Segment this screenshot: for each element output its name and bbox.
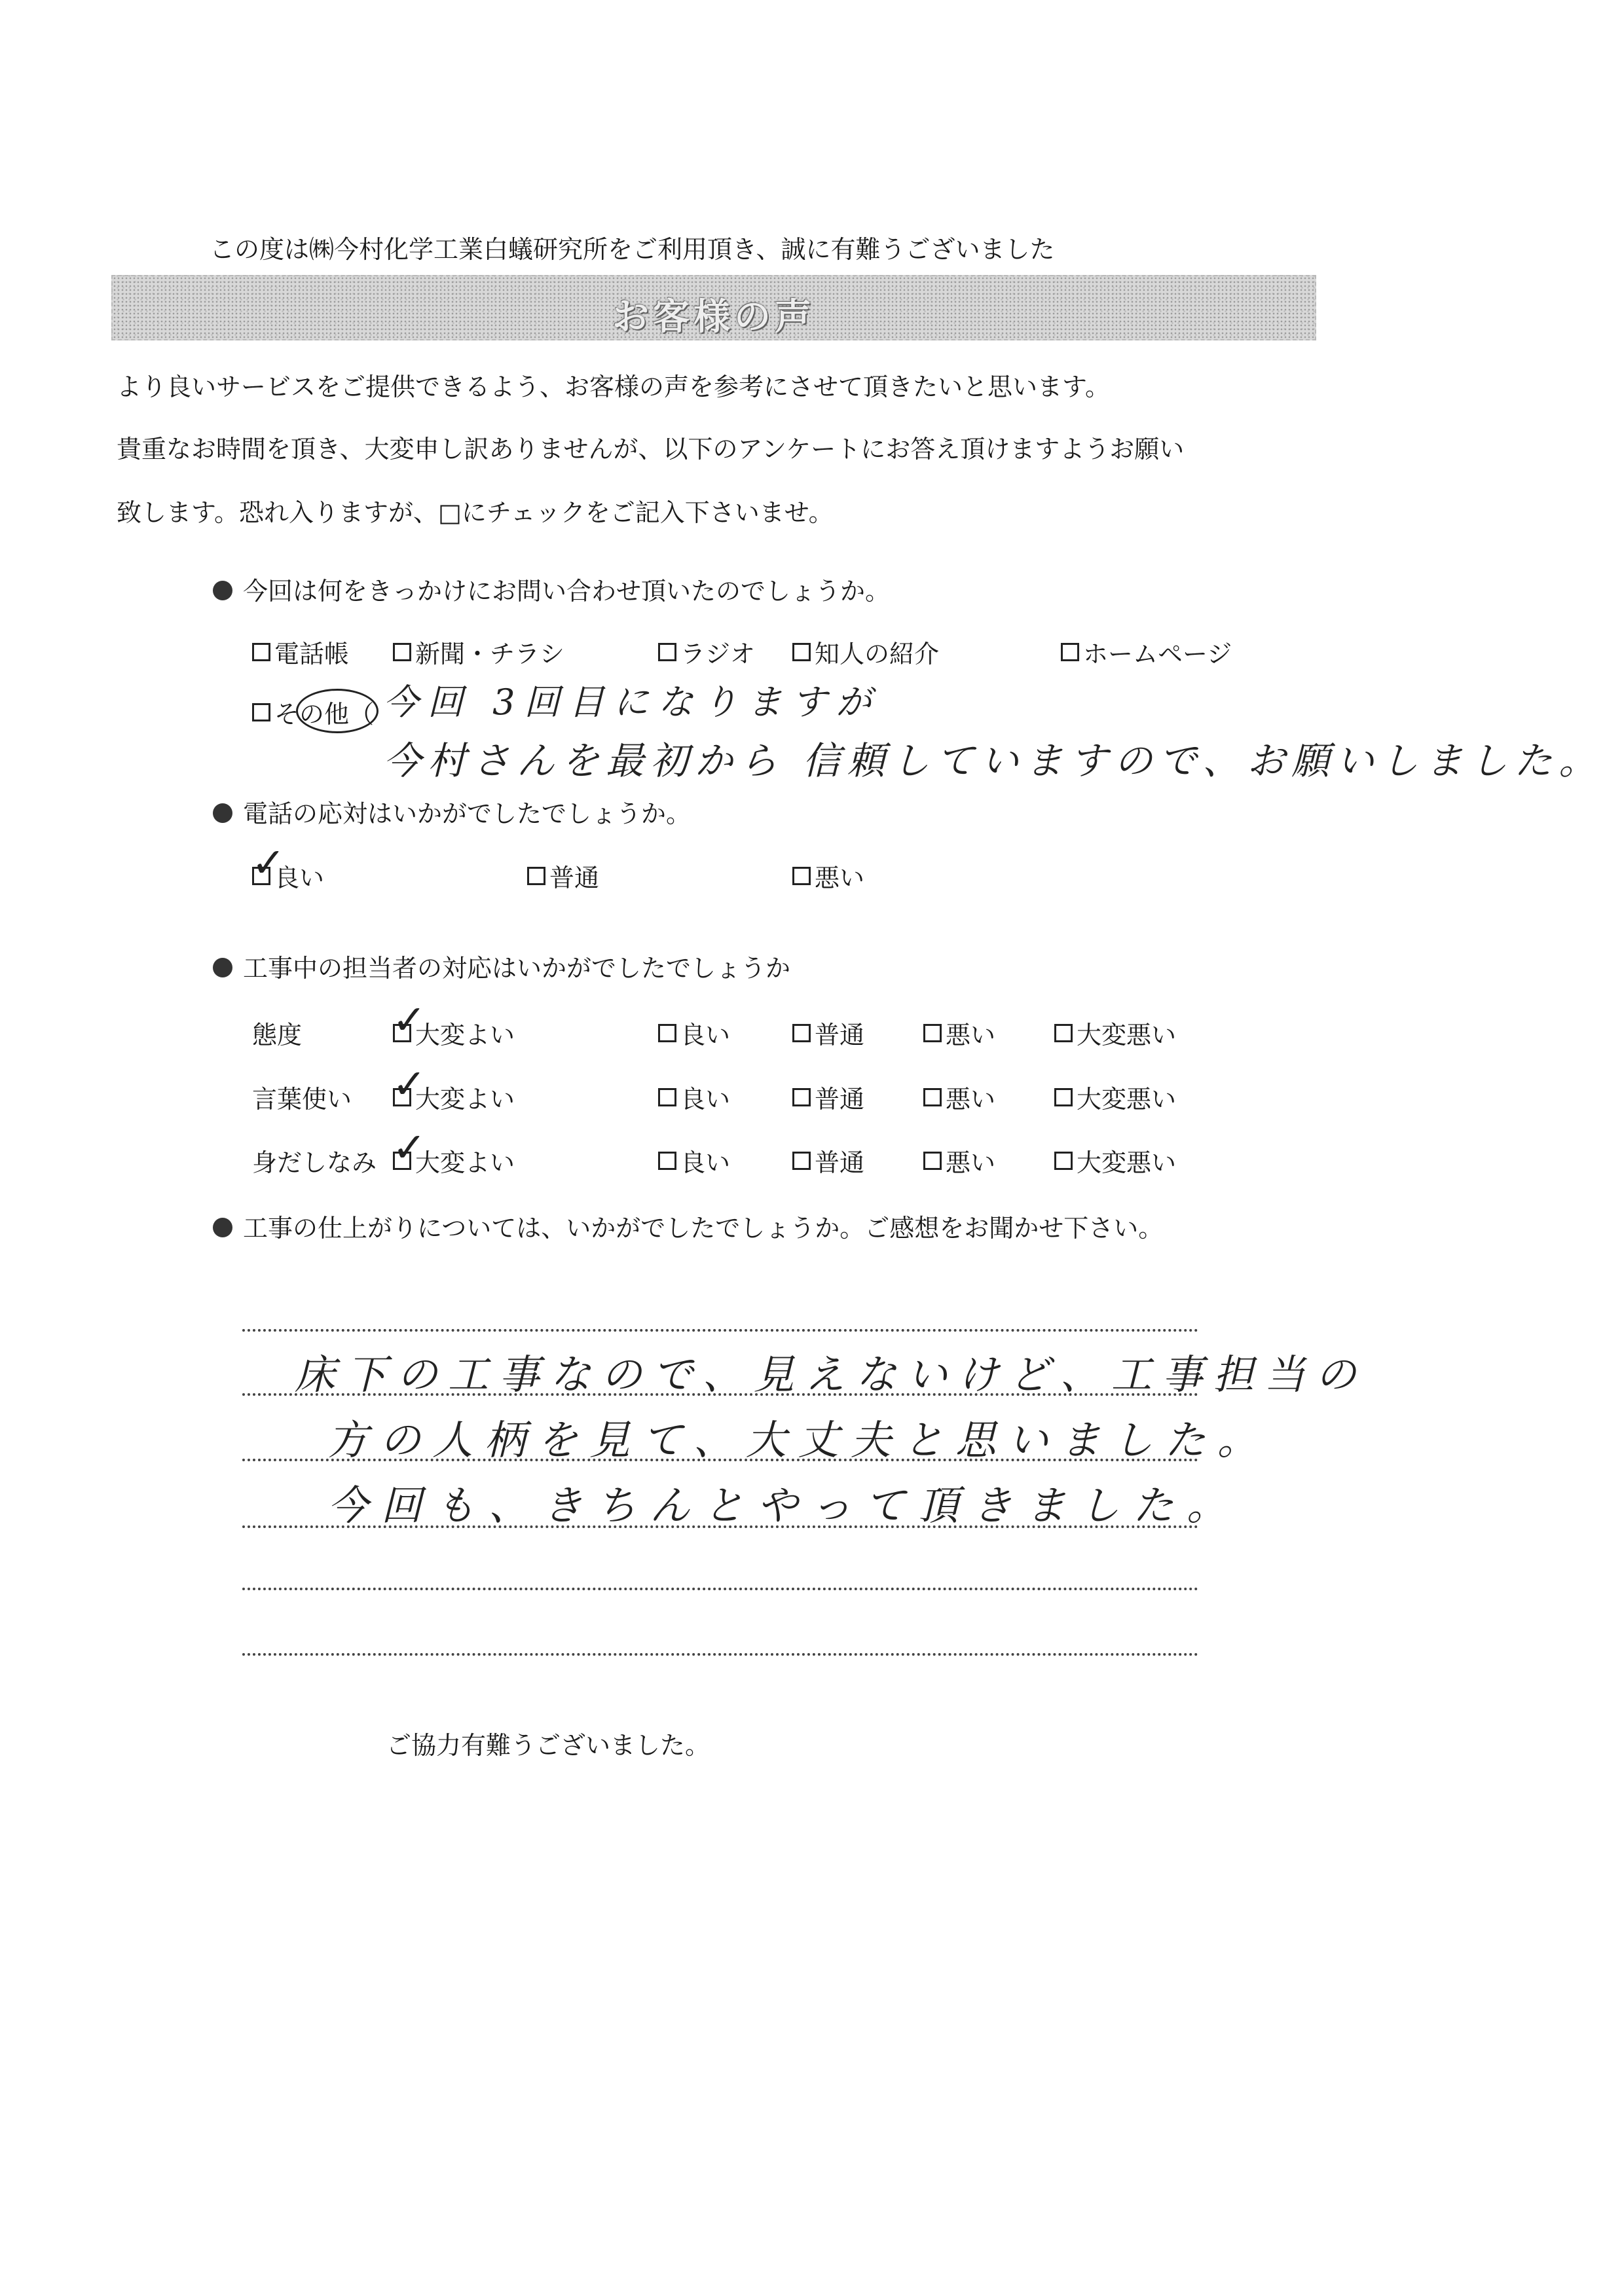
option-label: その他（ [274,700,375,729]
q3-row1-good[interactable] [658,1015,730,1051]
q3-row3-good[interactable] [658,1142,730,1178]
q3-row3-very-bad[interactable] [1054,1142,1176,1178]
intro-line: この度は㈱今村化学工業白蟻研究所をご利用頂き、誠に有難うございました [210,235,1055,264]
answer-line [242,1653,1198,1656]
option-label: 大変よい [415,1085,515,1114]
option-label: 普通 [815,1085,865,1114]
q3-row2-very-good[interactable] [393,1079,515,1115]
bullet-icon [213,958,232,977]
option-label: 悪い [946,1021,996,1049]
option-label: 大変よい [415,1021,515,1049]
checkbox-checked-icon[interactable] [393,1024,411,1042]
q3-question [213,948,790,984]
option-label: 良い [680,1021,731,1049]
closing-message: ご協力有難うございました。 [386,1731,710,1760]
q3-row2-normal[interactable] [792,1079,864,1115]
q1-option-referral[interactable] [792,634,939,670]
option-label: 良い [680,1148,731,1177]
q1-option-newspaper[interactable] [393,634,564,670]
q3-row3-bad[interactable] [923,1142,995,1178]
checkbox-icon[interactable] [792,867,811,885]
q1-handwritten-1: 今回 3回目になりますが [383,682,881,723]
answer-line [242,1329,1198,1332]
q1-handwritten-2: 今村さんを最初から 信頼していますので、お願いしました。 [383,738,1604,783]
q4-handwritten-1: 床下の工事なので、見えないけど、工事担当の [295,1351,1367,1398]
checkbox-icon[interactable] [393,643,411,661]
checkbox-icon[interactable] [923,1152,942,1170]
q3-row1-normal[interactable] [792,1015,864,1051]
q3-row-label: 身だしなみ [252,1148,377,1177]
checkbox-checked-icon[interactable] [393,1152,411,1170]
option-label: ラジオ [680,640,756,668]
checkbox-checked-icon[interactable] [252,867,270,885]
q1-option-phonebook[interactable] [252,634,349,670]
checkbox-checked-icon[interactable] [393,1088,411,1106]
q2-question-text: 電話の応対はいかがでしたでしょうか。 [243,799,692,828]
checkbox-icon[interactable] [1061,643,1079,661]
option-label: 悪い [946,1148,996,1177]
q1-option-radio[interactable] [658,634,755,670]
checkbox-icon[interactable] [658,643,676,661]
answer-line [242,1588,1198,1590]
checkbox-icon[interactable] [923,1088,942,1106]
option-label: 普通 [549,864,600,892]
q3-row3-normal[interactable] [792,1142,864,1178]
option-label: 知人の紹介 [815,640,940,668]
banner-title: お客様の声 [612,296,815,338]
paragraph-line-2: 貴重なお時間を頂き、大変申し訳ありませんが、以下のアンケートにお答え頂けますようお願い [117,435,1185,464]
q3-row1-very-good[interactable] [393,1015,515,1051]
checkbox-icon[interactable] [923,1024,942,1042]
checkbox-icon[interactable] [1054,1088,1073,1106]
q2-option-normal[interactable] [527,858,599,894]
option-label: 悪い [815,864,865,892]
bullet-icon [213,803,232,823]
q4-handwritten-3: 今回も、きちんとやって頂きました。 [327,1482,1241,1529]
q4-question [213,1208,1163,1244]
checkbox-icon[interactable] [792,1088,811,1106]
option-label: 普通 [815,1148,865,1177]
option-label: 悪い [946,1085,996,1114]
q2-option-bad[interactable] [792,858,864,894]
q2-question [213,793,691,829]
q3-question-text: 工事中の担当者の対応はいかがでしたでしょうか [243,954,791,983]
bullet-icon [213,581,232,600]
q3-row3-very-good[interactable] [393,1142,515,1178]
q3-row-label: 言葉使い [252,1085,352,1114]
checkbox-icon[interactable] [658,1152,676,1170]
q3-row-label: 態度 [252,1021,303,1049]
option-label: 新聞・チラシ [415,640,565,668]
q4-handwritten-2: 方の人柄を見て、大丈夫と思いました。 [327,1416,1270,1464]
q3-row1-very-bad[interactable] [1054,1015,1176,1051]
option-label: 大変よい [415,1148,515,1177]
checkbox-icon[interactable] [792,643,811,661]
bullet-icon [213,1218,232,1237]
q2-option-good[interactable] [252,858,324,894]
checkbox-icon[interactable] [792,1152,811,1170]
option-label: 良い [274,864,325,892]
q3-row2-bad[interactable] [923,1079,995,1115]
q3-row2-good[interactable] [658,1079,730,1115]
option-label: 良い [680,1085,731,1114]
q3-row1-bad[interactable] [923,1015,995,1051]
checkbox-icon[interactable] [792,1024,811,1042]
circle-mark-icon [296,689,378,733]
q1-question [213,571,890,607]
option-label: 大変悪い [1077,1021,1177,1049]
option-label: 大変悪い [1077,1085,1177,1114]
checkbox-icon[interactable] [658,1088,676,1106]
q4-question-text: 工事の仕上がりについては、いかがでしたでしょうか。ご感想をお聞かせ下さい。 [243,1214,1164,1243]
checkbox-icon[interactable] [527,867,545,885]
checkbox-icon[interactable] [252,643,270,661]
checkbox-icon[interactable] [658,1024,676,1042]
checkbox-icon[interactable] [1054,1024,1073,1042]
q1-question-text: 今回は何をきっかけにお問い合わせ頂いたのでしょうか。 [243,577,891,606]
q3-row2-very-bad[interactable] [1054,1079,1176,1115]
q1-option-homepage[interactable] [1061,634,1232,670]
option-label: 普通 [815,1021,865,1049]
option-label: 電話帳 [274,640,350,668]
option-label: ホームページ [1083,640,1232,668]
checkbox-icon[interactable] [252,703,270,721]
title-banner [111,275,1316,340]
option-label: 大変悪い [1077,1148,1177,1177]
checkbox-icon[interactable] [1054,1152,1073,1170]
paragraph-line-1: より良いサービスをご提供できるよう、お客様の声を参考にさせて頂きたいと思います。 [117,373,1110,401]
paragraph-line-3: 致します。恐れ入りますが、□にチェックをご記入下さいませ。 [117,498,834,527]
